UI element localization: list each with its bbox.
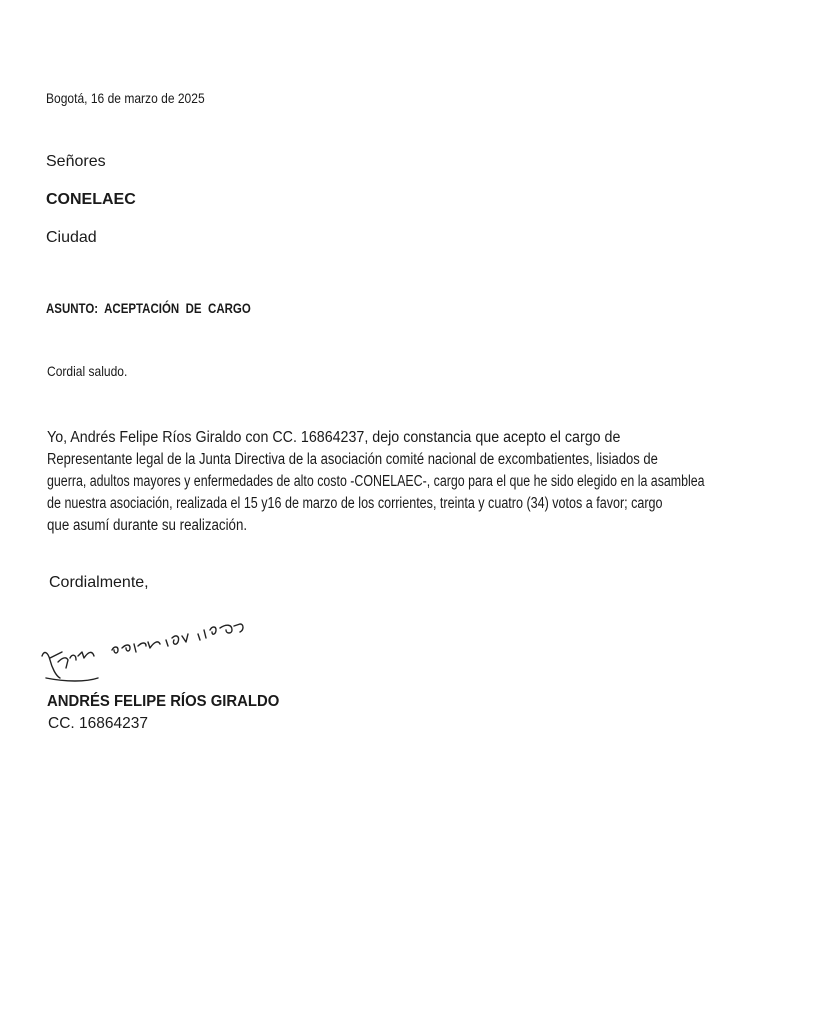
body-line: guerra, adultos mayores y enfermedades de alto costo -CONELAEC-, cargo para el que he sido elegido en la asamblea: [47, 473, 705, 490]
letter-closing: Cordialmente,: [49, 574, 149, 591]
letter-subject: ASUNTO: ACEPTACIÓN DE CARGO: [46, 300, 251, 316]
letter-date: Bogotá, 16 de marzo de 2025: [46, 90, 205, 106]
signer-id: CC. 16864237: [48, 715, 148, 732]
body-line: Yo, Andrés Felipe Ríos Giraldo con CC. 16864237, dejo constancia que acepto el cargo de: [47, 429, 621, 446]
body-line: que asumí durante su realización.: [47, 517, 248, 534]
signer-name: ANDRÉS FELIPE RÍOS GIRALDO: [47, 693, 280, 710]
recipient-organization: CONELAEC: [46, 191, 136, 208]
recipient-title: Señores: [46, 153, 106, 170]
recipient-city: Ciudad: [46, 229, 97, 246]
letter-greeting: Cordial saludo.: [47, 363, 128, 379]
handwritten-signature: [36, 612, 266, 692]
body-line: Representante legal de la Junta Directiva de la asociación comité nacional de excombatientes, lisiados de: [47, 451, 658, 468]
body-line: de nuestra asociación, realizada el 15 y16 de marzo de los corrientes, treinta y cuatro (34) votos a favor; cargo: [47, 495, 663, 512]
